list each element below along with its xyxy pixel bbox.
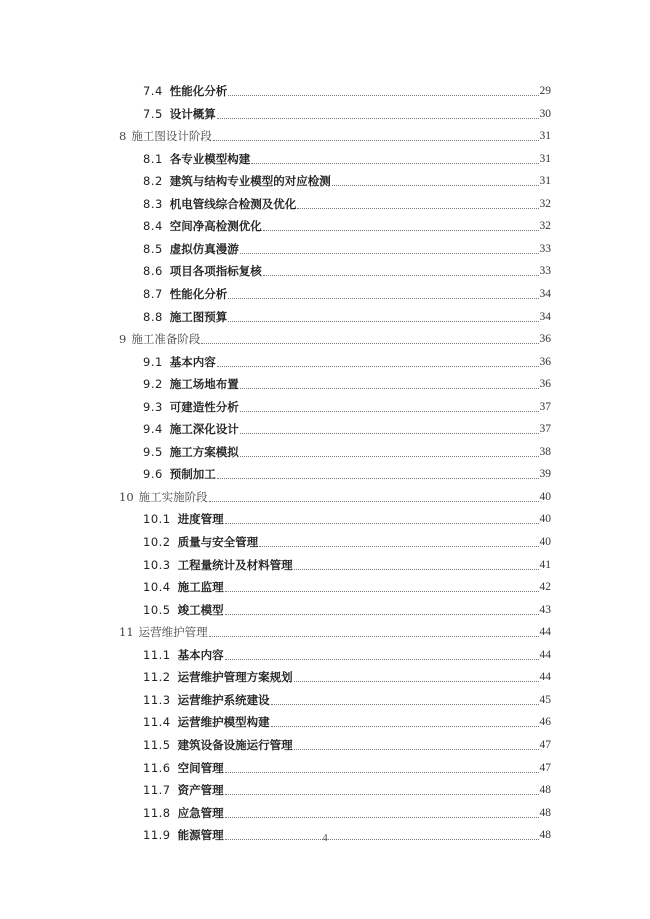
toc-entry-number: 8.7 (143, 286, 163, 301)
toc-entry-number: 11.1 (143, 647, 171, 662)
dot-leader (294, 680, 539, 682)
dot-leader (225, 793, 539, 795)
toc-entry-page: 43 (539, 603, 551, 616)
dot-leader (225, 816, 539, 818)
dot-leader (263, 274, 539, 276)
toc-entry-title: 建筑设备设施运行管理 (177, 737, 293, 752)
toc-entry[interactable] (0, 599, 650, 621)
toc-entry-title: 基本内容 (169, 354, 216, 369)
toc-entry[interactable] (0, 508, 650, 530)
toc-entry-number: 10.4 (143, 580, 171, 595)
toc-entry-title: 虚拟仿真漫游 (169, 241, 239, 256)
toc-entry-number: 11.9 (143, 828, 171, 843)
toc-entry-title: 施工深化设计 (169, 422, 239, 437)
toc-entry-page: 33 (539, 242, 551, 255)
toc-entry[interactable] (0, 103, 650, 125)
toc-entry-page: 36 (539, 355, 551, 368)
toc-entry-number: 9.4 (143, 422, 163, 437)
toc-entry[interactable] (0, 689, 650, 711)
dot-leader (213, 139, 539, 141)
toc-entry-page: 34 (539, 310, 551, 323)
toc-entry[interactable] (0, 215, 650, 237)
toc-entry[interactable] (0, 463, 650, 485)
toc-entry[interactable] (0, 396, 650, 418)
dot-leader (228, 94, 538, 96)
dot-leader (263, 229, 539, 231)
toc-entry-title: 运营维护管理 (138, 625, 208, 640)
toc-entry-page: 44 (539, 671, 551, 684)
dot-leader (240, 252, 539, 254)
toc-entry-number: 10.2 (143, 535, 171, 549)
toc-entry-number: 10.5 (143, 602, 171, 617)
toc-entry-number: 7.5 (143, 106, 163, 121)
toc-entry[interactable] (0, 193, 650, 215)
toc-entry-page: 48 (539, 784, 551, 797)
toc-entry-number: 9.1 (143, 354, 163, 369)
toc-entry-page: 30 (539, 107, 551, 120)
dot-leader (201, 342, 538, 344)
toc-entry-page: 36 (539, 333, 551, 346)
toc-entry[interactable] (0, 238, 650, 260)
toc-entry-number: 10.1 (143, 512, 171, 527)
dot-leader (240, 455, 539, 457)
dot-leader (217, 365, 539, 367)
toc-entry-page: 36 (539, 378, 551, 391)
toc-entry-title: 资产管理 (177, 783, 224, 798)
toc-entry-title: 能源管理 (177, 828, 224, 843)
toc-entry-page: 34 (539, 287, 551, 300)
toc-entry-number: 11.5 (143, 737, 171, 752)
toc-entry-page: 38 (539, 445, 551, 458)
toc-entry-page: 40 (539, 513, 551, 526)
dot-leader (332, 184, 539, 186)
toc-entry-title: 施工准备阶段 (131, 332, 201, 347)
toc-entry[interactable] (0, 644, 650, 666)
toc-entry-page: 47 (539, 761, 551, 774)
toc-entry-title: 建筑与结构专业模型的对应检测 (169, 174, 331, 189)
page-number: 4 (322, 832, 328, 844)
toc-entry-title: 机电管线综合检测及优化 (169, 196, 297, 211)
toc-entry-page: 47 (539, 738, 551, 751)
toc-entry[interactable] (0, 779, 650, 801)
toc-entry-page: 41 (539, 558, 551, 571)
toc-entry-number: 8.4 (143, 219, 163, 234)
toc-entry[interactable] (0, 576, 650, 598)
dot-leader (240, 432, 539, 434)
toc-entry-page: 42 (539, 581, 551, 594)
toc-entry-page: 32 (539, 197, 551, 210)
toc-entry-number: 8 (119, 129, 127, 144)
toc-entry[interactable] (0, 531, 650, 553)
toc-entry[interactable] (0, 351, 650, 373)
dot-leader (225, 771, 539, 773)
toc-entry-number: 8.1 (143, 151, 163, 166)
toc-entry-number: 9.2 (143, 377, 163, 392)
toc-entry-title: 施工图设计阶段 (131, 129, 212, 144)
dot-leader (217, 117, 539, 119)
dot-leader (228, 320, 538, 322)
toc-entry-title: 项目各项指标复核 (169, 264, 262, 279)
toc-entry-page: 31 (539, 152, 551, 165)
dot-leader (228, 297, 538, 299)
toc-entry[interactable] (0, 306, 650, 328)
toc-entry-number: 7.4 (143, 84, 163, 98)
toc-entry-page: 29 (539, 85, 551, 97)
toc-entry-title: 各专业模型构建 (169, 151, 251, 166)
toc-entry[interactable] (0, 170, 650, 192)
toc-entry-title: 应急管理 (177, 805, 224, 820)
toc-entry-number: 9.3 (143, 399, 163, 414)
dot-leader (225, 658, 539, 660)
toc-entry-page: 32 (539, 220, 551, 233)
toc-entry[interactable] (0, 802, 650, 824)
toc-entry-title: 设计概算 (169, 106, 216, 121)
toc-entry[interactable] (0, 418, 650, 440)
toc-entry[interactable] (0, 283, 650, 305)
toc-entry-page: 44 (539, 648, 551, 661)
toc-entry-page: 37 (539, 423, 551, 436)
toc-entry-title: 运营维护模型构建 (177, 715, 270, 730)
dot-leader (297, 207, 538, 209)
toc-entry-page: 48 (539, 829, 551, 842)
toc-entry[interactable] (0, 148, 650, 170)
toc-chapter-entry[interactable] (0, 125, 650, 147)
toc-entry-number: 8.3 (143, 196, 163, 211)
toc-entry-title: 施工方案模拟 (169, 444, 239, 459)
toc-entry-number: 8.6 (143, 264, 163, 279)
toc-entry[interactable] (0, 260, 650, 282)
toc-entry-title: 施工监理 (177, 580, 224, 595)
dot-leader (209, 635, 539, 637)
toc-entry-number: 9.5 (143, 444, 163, 459)
dot-leader (240, 387, 539, 389)
dot-leader (294, 748, 539, 750)
toc-chapter-entry[interactable] (0, 328, 650, 350)
toc-entry-number: 8.2 (143, 174, 163, 189)
toc-chapter-entry[interactable] (0, 621, 650, 643)
toc-entry-number: 11.4 (143, 715, 171, 730)
toc-entry-number: 11.2 (143, 670, 171, 685)
toc-entry-title: 施工场地布置 (169, 377, 239, 392)
toc-entry[interactable] (0, 757, 650, 779)
toc-entry-page: 37 (539, 400, 551, 413)
dot-leader (209, 500, 539, 502)
toc-entry-page: 33 (539, 265, 551, 278)
toc-entry[interactable] (0, 441, 650, 463)
toc-entry-title: 工程量统计及材料管理 (177, 557, 293, 572)
toc-entry-title: 施工实施阶段 (138, 489, 208, 504)
dot-leader (251, 162, 538, 164)
toc-entry-page: 31 (539, 175, 551, 188)
dot-leader (294, 568, 539, 570)
toc-entry-title: 施工图预算 (169, 309, 228, 324)
toc-entry-page: 48 (539, 806, 551, 819)
toc-entry-number: 8.8 (143, 309, 163, 324)
toc-entry-title: 性能化分析 (169, 84, 228, 98)
toc-entry-title: 可建造性分析 (169, 399, 239, 414)
toc-entry-page: 44 (539, 626, 551, 639)
toc-entry-title: 质量与安全管理 (177, 535, 259, 549)
toc-entry-number: 11.7 (143, 783, 171, 798)
dot-leader (225, 522, 539, 524)
toc-entry[interactable] (0, 711, 650, 733)
toc-entry-number: 11 (119, 625, 134, 640)
toc-entry-title: 进度管理 (177, 512, 224, 527)
dot-leader (225, 590, 539, 592)
dot-leader (271, 725, 539, 727)
toc-entry-number: 9.6 (143, 467, 163, 482)
toc-entry-number: 11.8 (143, 805, 171, 820)
toc-entry-page: 40 (539, 490, 551, 503)
toc-entry-title: 运营维护系统建设 (177, 692, 270, 707)
toc-entry-page: 46 (539, 716, 551, 729)
toc-entry-page: 40 (539, 536, 551, 548)
dot-leader (217, 477, 539, 479)
toc-entry-page: 45 (539, 693, 551, 706)
toc-entry-number: 10.3 (143, 557, 171, 572)
toc-entry-number: 10 (119, 489, 134, 504)
dot-leader (225, 613, 539, 615)
toc-entry-title: 运营维护管理方案规划 (177, 670, 293, 685)
dot-leader (271, 703, 539, 705)
toc-entry[interactable] (0, 734, 650, 756)
toc-entry-number: 11.6 (143, 760, 171, 775)
toc-entry-title: 基本内容 (177, 647, 224, 662)
toc-entry-number: 9 (119, 332, 127, 347)
toc-entry-title: 预制加工 (169, 467, 216, 482)
toc-entry-number: 11.3 (143, 692, 171, 707)
toc-chapter-entry[interactable] (0, 486, 650, 508)
toc-entry[interactable] (0, 554, 650, 576)
toc-entry[interactable] (0, 80, 650, 102)
toc-entry-page: 31 (539, 130, 551, 143)
dot-leader (240, 410, 539, 412)
toc-entry[interactable] (0, 373, 650, 395)
dot-leader (259, 545, 538, 547)
toc-entry[interactable] (0, 666, 650, 688)
toc-entry-page: 39 (539, 468, 551, 481)
toc-entry-title: 空间管理 (177, 760, 224, 775)
toc-entry-title: 空间净高检测优化 (169, 219, 262, 234)
toc-entry-number: 8.5 (143, 241, 163, 256)
toc-entry-title: 性能化分析 (169, 286, 228, 301)
toc-entry-title: 竣工模型 (177, 602, 224, 617)
